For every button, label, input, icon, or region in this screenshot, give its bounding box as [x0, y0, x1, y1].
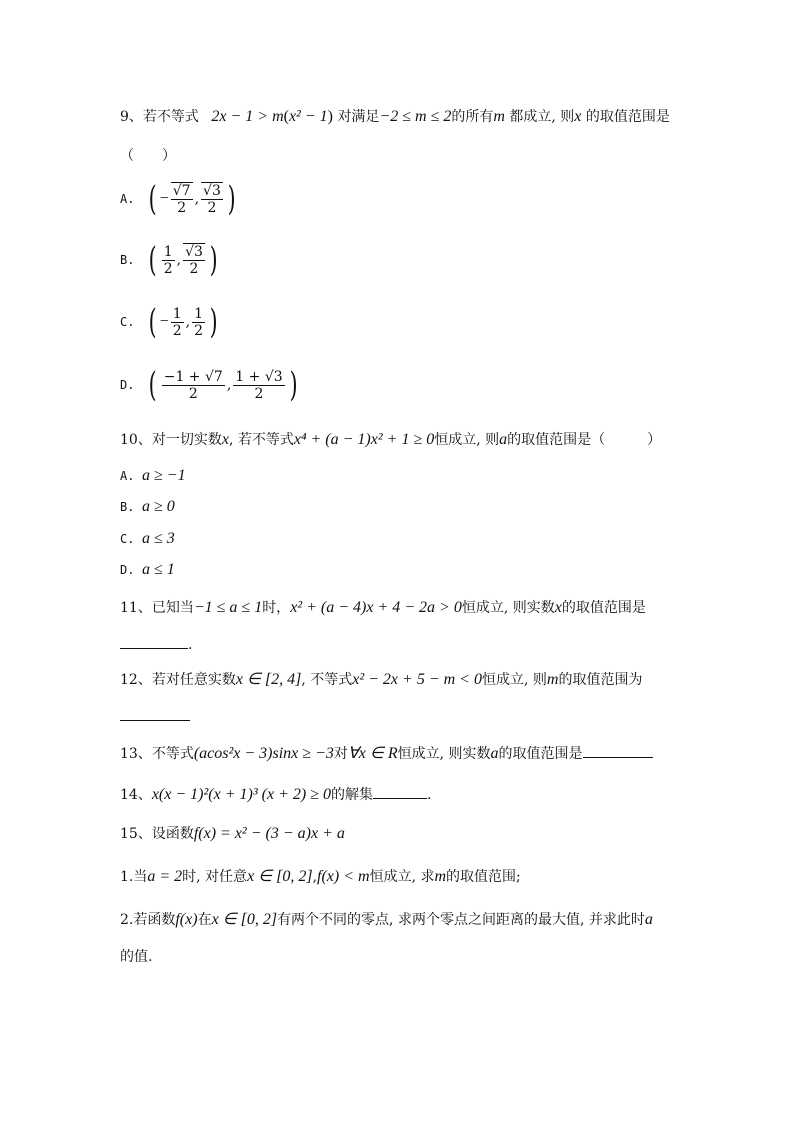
question-text: 在: [197, 912, 212, 928]
option-label: B.: [120, 253, 135, 267]
question-text: 的取值范围是: [585, 109, 670, 125]
question-text: 对: [333, 746, 348, 762]
question-14: [120, 784, 431, 804]
part-number: 1.: [120, 869, 134, 885]
question-text: , 不等式: [301, 672, 353, 688]
numerator: 1: [163, 243, 173, 260]
question-number: 10、: [120, 432, 152, 448]
numerator: 1: [194, 305, 204, 322]
numerator: √7: [172, 183, 191, 199]
option-d: D. ( $\frac{-1 + √7}{2}$ , $\frac{1 + √3}{2}$ ): [120, 365, 298, 405]
denominator: 2: [194, 322, 204, 339]
answer-blank[interactable]: [583, 743, 653, 758]
question-text: 恒成立, 则实数: [397, 746, 491, 762]
question-text: 设函数: [151, 826, 194, 842]
question-number: 13、: [120, 746, 152, 762]
math-expression: x⁴ + (a − 1)x² + 1 ≥ 0: [293, 431, 435, 448]
math-expression: x² + (a − 4)x + 4 − 2a > 0: [290, 599, 462, 616]
question-text: , 若不等式: [228, 432, 294, 448]
question-text: 不等式: [151, 746, 194, 762]
denominator: 2: [163, 260, 173, 277]
math-expression: ∀x ∈ R: [347, 745, 398, 762]
fraction: [171, 182, 193, 216]
math-sign: −: [159, 313, 169, 330]
answer-blank-line: [120, 634, 192, 653]
math-variable: m: [493, 108, 505, 125]
question-text: 若函数: [133, 912, 176, 928]
question-9: 9、若不等式 2x − 1 > m(x² − 1) 对满足−2 ≤ m ≤ 2的所有m 都成立, 则x 的取值范围是: [120, 108, 670, 125]
math-expression: x(x − 1)²(x + 1)³ (x + 2) ≥ 0: [151, 786, 331, 803]
option-label: B.: [120, 500, 135, 514]
question-text: 恒成立, 则: [434, 432, 500, 448]
question-text: 当: [133, 869, 148, 885]
option-text: a ≤ 3: [142, 530, 175, 547]
numerator: 1 + √3: [235, 368, 283, 385]
numerator: 1: [172, 305, 182, 322]
punctuation: .: [426, 787, 432, 803]
question-10: [120, 429, 661, 449]
math-expression: a = 2: [147, 868, 183, 885]
option-label: D.: [120, 378, 135, 392]
math-expression: x² − 1: [288, 108, 328, 125]
option-label: A.: [120, 469, 135, 483]
question-15-part-1: [120, 866, 521, 886]
option-b: [120, 498, 175, 516]
question-text: 有两个不同的零点, 求两个零点之间距离的最大值, 并求此时: [277, 912, 645, 928]
math-expression: f(x): [175, 911, 198, 928]
question-text: 恒成立, 求: [369, 869, 435, 885]
question-text: 时，: [262, 600, 291, 616]
option-a: A. ( − $\frac{√7}{2}$ , $\frac{√3}{2}$ ): [120, 179, 236, 219]
math-expression: x² − 2x + 5 − m < 0: [352, 671, 482, 688]
question-11: [120, 597, 646, 617]
question-text: 的值.: [120, 949, 153, 965]
question-number: 15、: [120, 826, 152, 842]
question-15-part-2: [120, 909, 653, 929]
math-variable: m: [546, 671, 559, 688]
math-variable: a: [499, 431, 508, 448]
part-number: 2.: [120, 912, 134, 928]
math-expression: x ∈ [0, 2]: [247, 868, 313, 885]
question-text: 对满足: [337, 109, 380, 125]
denominator: 2: [172, 322, 182, 339]
answer-paren: （ ）: [120, 148, 176, 164]
denominator: 2: [188, 385, 198, 402]
fraction: [162, 369, 225, 402]
answer-blank[interactable]: [373, 784, 427, 799]
question-text: 若对任意实数: [151, 672, 236, 688]
answer-blank[interactable]: [120, 706, 190, 721]
fraction: [171, 306, 184, 339]
math-variable: a: [644, 911, 653, 928]
option-label: A.: [120, 192, 135, 206]
question-number: 11、: [120, 600, 152, 616]
option-text: a ≥ 0: [142, 498, 175, 515]
math-variable: m: [434, 868, 447, 885]
math-variable: x: [221, 431, 229, 448]
fraction: [233, 369, 284, 402]
question-number: 9、: [120, 109, 143, 125]
option-label: C.: [120, 315, 135, 329]
math-variable: a: [490, 745, 499, 762]
question-text: 的取值范围是（ ）: [507, 432, 662, 448]
question-15: [120, 823, 345, 843]
question-text: 已知当: [151, 600, 194, 616]
question-15-part-2-cont: [120, 946, 152, 966]
question-text: 时, 对任意: [182, 869, 248, 885]
denominator: 2: [177, 200, 187, 216]
fraction: [201, 182, 223, 216]
question-text: 的所有: [451, 109, 494, 125]
denominator: 2: [207, 200, 217, 216]
option-a: [120, 467, 186, 485]
math-expression: (acos²x − 3)sinx ≥ −3: [193, 745, 334, 762]
question-text: 对一切实数: [151, 432, 222, 448]
option-label: C.: [120, 532, 135, 546]
option-text: a ≤ 1: [142, 561, 175, 578]
math-expression: 2x − 1 > m: [211, 108, 284, 125]
denominator: 2: [254, 385, 264, 402]
question-text: 若不等式: [142, 109, 199, 125]
punctuation: ,: [312, 869, 318, 885]
fraction: [192, 306, 205, 339]
answer-blank-line: [120, 706, 190, 725]
question-text: 的取值范围为: [558, 672, 643, 688]
question-text: 恒成立, 则实数: [461, 600, 555, 616]
fraction: [162, 244, 175, 277]
math-expression: f(x) < m: [317, 868, 370, 885]
option-c: C. ( − $\frac{1}{2}$ , $\frac{1}{2}$ ): [120, 302, 218, 342]
question-number: 14、: [120, 787, 152, 803]
math-expression: f(x) = x² − (3 − a)x + a: [193, 825, 345, 842]
fraction: [183, 243, 205, 277]
question-13: [120, 743, 653, 763]
option-d: [120, 561, 175, 579]
question-text: 的取值范围;: [446, 869, 521, 885]
math-sign: −: [159, 190, 169, 207]
punctuation: .: [188, 637, 193, 653]
math-expression: −2 ≤ m ≤ 2: [379, 108, 452, 125]
question-text: 的解集: [330, 787, 373, 803]
question-12: [120, 669, 642, 689]
option-c: [120, 530, 175, 548]
question-text: 的取值范围是: [498, 746, 583, 762]
answer-blank[interactable]: [120, 634, 188, 649]
math-variable: x: [554, 599, 562, 616]
question-text: 都成立, 则: [509, 109, 575, 125]
question-text: 的取值范围是: [561, 600, 646, 616]
numerator: −1 + √7: [163, 368, 223, 385]
option-label: D.: [120, 563, 135, 577]
question-number: 12、: [120, 672, 152, 688]
math-expression: x ∈ [2, 4]: [235, 671, 302, 688]
option-text: a ≥ −1: [142, 467, 186, 484]
math-variable: x: [574, 108, 582, 125]
math-expression: −1 ≤ a ≤ 1: [193, 599, 263, 616]
numerator: √3: [203, 183, 221, 199]
math-expression: x ∈ [0, 2]: [211, 911, 278, 928]
denominator: 2: [189, 261, 199, 277]
numerator: √3: [185, 244, 203, 260]
question-text: 恒成立, 则: [481, 672, 547, 688]
option-b: B. ( $\frac{1}{2}$ , $\frac{√3}{2}$ ): [120, 240, 218, 280]
